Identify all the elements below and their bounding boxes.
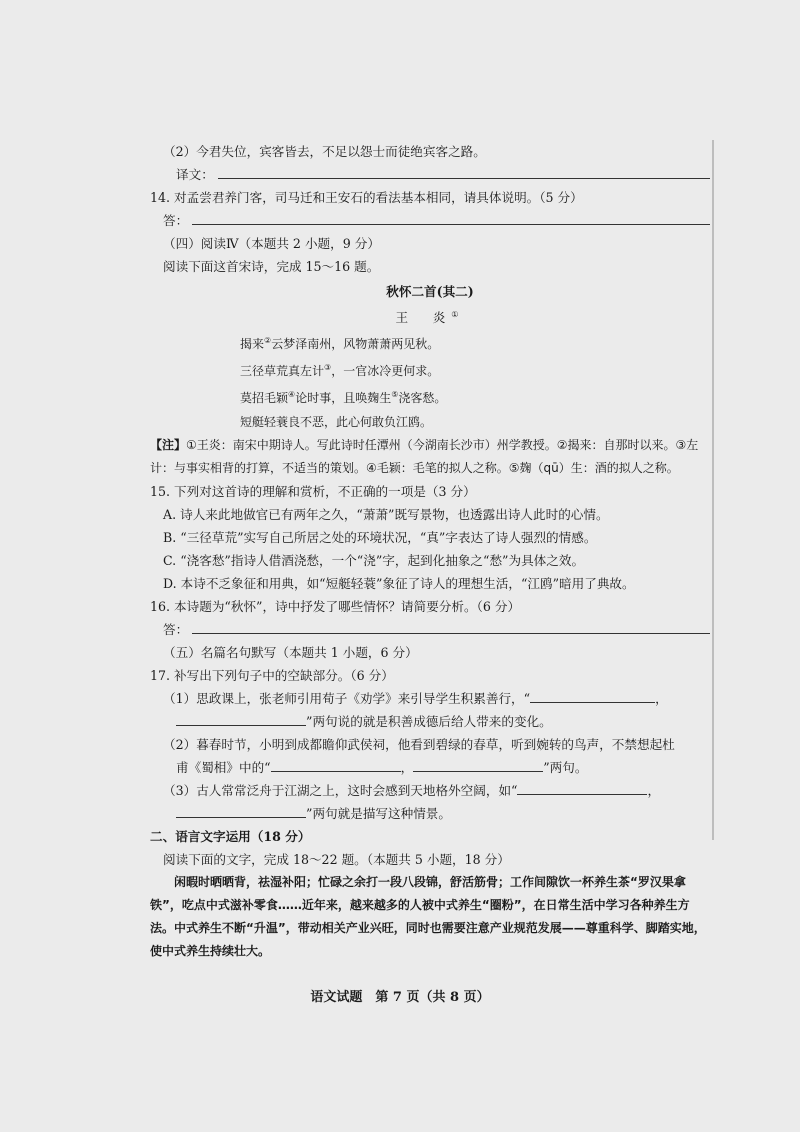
poem-line-4 — [240, 410, 710, 434]
q15-option-c[interactable]: C. “浇客愁”指诗人借酒浇愁，一个“浇”字，起到化抽象之“愁”为具体之效。 — [163, 553, 585, 569]
poem-line-3-c: 浇客愁。 — [398, 391, 447, 406]
part-2-heading: 二、语言文字运用（18 分） — [150, 829, 311, 845]
scan-edge-line — [712, 140, 714, 840]
poem-line-4-a: 短艇轻蓑良不恶，此心何敢负江鸥。 — [240, 415, 433, 430]
q17-blank-3[interactable] — [271, 757, 401, 772]
q14-stem: 14. 对孟尝君养门客，司马迁和王安石的看法基本相同，请具体说明。（5 分） — [150, 190, 583, 205]
q14-answer-blank[interactable] — [192, 210, 710, 225]
poem-notes — [150, 434, 710, 480]
poem-line-3-b: 论时事，且唤麹生 — [295, 391, 392, 406]
q17-blank-1[interactable] — [530, 688, 655, 703]
q17-stem: 17. 补写出下列句子中的空缺部分。（6 分） — [150, 668, 394, 684]
q17-part-1-line-2 — [150, 710, 710, 733]
q15-option-b[interactable]: B. “三径草荒”实写自己所居之处的环境状况，“真”字表达了诗人强烈的情感。 — [163, 530, 597, 546]
poem-title: 秋怀二首(其二) — [386, 284, 474, 299]
section-4-heading: （四）阅读Ⅳ（本题共 2 小题，9 分） — [163, 236, 380, 251]
q15-option-d[interactable]: D. 本诗不乏象征和用典，如“短艇轻蓑”象征了诗人的理想生活，“江鸥”暗用了典故。 — [163, 576, 635, 592]
poem-line-1 — [240, 329, 710, 356]
q17-blank-2[interactable] — [176, 711, 306, 726]
note-mark-2: ② — [264, 336, 272, 346]
exam-page — [150, 140, 710, 963]
translation-label: 译文： — [176, 167, 214, 182]
note-label: 【注】 — [150, 438, 187, 453]
translation-blank[interactable] — [218, 164, 710, 179]
author-note-mark: ① — [451, 310, 465, 319]
q16-stem: 16. 本诗题为“秋怀”，诗中抒发了哪些情怀？请简要分析。（6 分） — [150, 599, 521, 615]
poem-line-3-a: 莫招毛颖 — [240, 391, 289, 406]
q17-part-3-line-1: （3）古人常常泛舟于江湖之上，这时会感到天地格外空阔，如“ ， — [150, 779, 710, 802]
q16-answer-blank[interactable] — [192, 619, 710, 634]
q14-answer-label: 答： — [163, 213, 189, 228]
q17-p2-tail: ”两句。 — [543, 760, 588, 776]
note-mark-3: ③ — [324, 363, 332, 373]
note-mark-4: ④ — [288, 390, 296, 400]
q17-p1-text: （1）思政课上，张老师引用荀子《劝学》来引导学生积累善行，“ — [163, 691, 531, 707]
part-2-instruction: 阅读下面的文字，完成 18～22 题。（本题共 5 小题，18 分） — [163, 852, 510, 868]
poem-line-2 — [240, 356, 710, 383]
q13-answer-line — [150, 163, 710, 186]
reading-passage: 闲暇时晒晒背，祛湿补阳；忙碌之余打一段八段锦，舒活筋骨；工作间隙饮一杯养生茶“罗汉果拿铁”，吃点中式滋补零食……近年来，越来越多的人被中式养生“圈粉”，在日常生活中学习各种养生方法。中式养生不断“升温”，带动相关产业兴旺，同时也需要注意产业规范发展——尊重科学、脚踏实地，使中式养生持续壮大。 — [150, 875, 706, 959]
note-text: ①王炎：南宋中期诗人。写此诗时任潭州（今湖南长沙市）州学教授。②揭来：自那时以来。③左计：与事实相背的打算，不适当的策划。④毛颖：毛笔的拟人之称。⑤麹（qū）生：酒的拟人之称。 — [150, 438, 699, 476]
page-footer: 语文试题 第 7 页（共 8 页） — [310, 990, 490, 1005]
q17-p3-tail: ”两句就是描写这种情景。 — [306, 806, 451, 822]
q15-stem: 15. 下列对这首诗的理解和赏析，不正确的一项是（3 分） — [150, 484, 476, 500]
q17-part-3-line-2 — [150, 802, 710, 825]
q17-part-1-line-1: （1）思政课上，张老师引用荀子《劝学》来引导学生积累善行，“ ， — [150, 687, 710, 710]
section-4-instruction: 阅读下面这首宋诗，完成 15～16 题。 — [163, 259, 380, 274]
poem-body — [150, 329, 710, 434]
q17-blank-4[interactable] — [413, 757, 543, 772]
poem-author — [150, 303, 710, 329]
q17-p3-text: （3）古人常常泛舟于江湖之上，这时会感到天地格外空阔，如“ — [163, 783, 518, 799]
poem-line-2-a: 三径草荒真左计 — [240, 364, 325, 379]
q17-p1-tail: ”两句说的就是积善成德后给人带来的变化。 — [306, 714, 552, 730]
q17-blank-6[interactable] — [176, 803, 306, 818]
q17-part-2-line-1: （2）暮春时节，小明到成都瞻仰武侯祠，他看到碧绿的春草，听到婉转的鸟声，不禁想起杜 — [163, 737, 675, 753]
poem-line-2-b: ，一官冰冷更何求。 — [331, 364, 440, 379]
q16-answer-line — [150, 618, 710, 641]
q17-blank-5[interactable] — [517, 780, 647, 795]
q13-sentence-2: （2）今君失位，宾客皆去，不足以怨士而徒绝宾客之路。 — [163, 144, 486, 159]
q14-answer-line — [150, 209, 710, 232]
poem-author-name: 王 炎 — [395, 310, 452, 326]
q17-p2-text: 甫《蜀相》中的“ — [176, 760, 271, 776]
q15-option-a[interactable]: A. 诗人来此地做官已有两年之久，“萧萧”既写景物，也透露出诗人此时的心情。 — [163, 507, 609, 523]
note-mark-5: ⑤ — [391, 390, 399, 400]
poem-line-1-a: 揭来 — [240, 337, 265, 352]
q17-part-2-line-2: 甫《蜀相》中的“ ， ”两句。 — [150, 756, 710, 779]
poem-line-1-b: 云梦泽南州，风物萧萧两见秋。 — [271, 337, 440, 352]
poem-line-3 — [240, 383, 710, 410]
section-5-heading: （五）名篇名句默写（本题共 1 小题，6 分） — [163, 645, 418, 661]
q16-answer-label: 答： — [163, 622, 189, 638]
